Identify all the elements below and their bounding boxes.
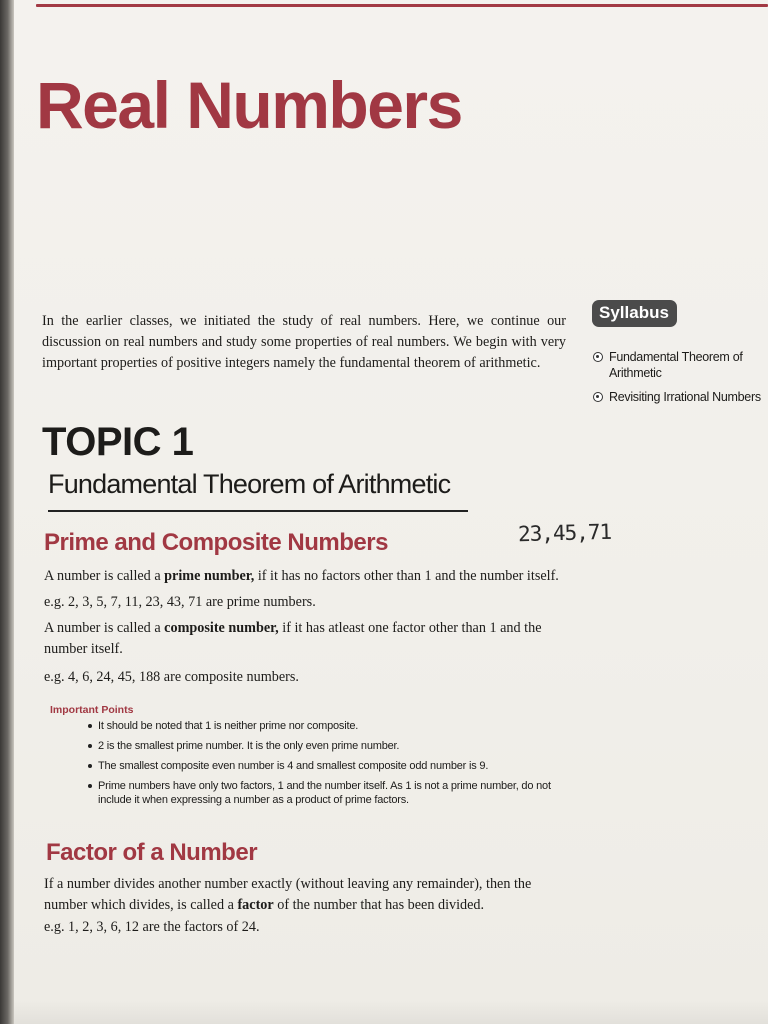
prime-term: prime number, — [164, 568, 255, 584]
topic-underline — [48, 510, 468, 512]
factor-definition — [44, 874, 564, 916]
important-points-heading: Important Points — [50, 704, 134, 716]
chapter-title: Real Numbers — [36, 68, 462, 142]
bullet-circle-icon — [593, 392, 603, 402]
page-bottom-shade — [14, 1000, 768, 1024]
list-item: It should be noted that 1 is neither prime nor composite. — [88, 719, 563, 733]
prime-example: e.g. 2, 3, 5, 7, 11, 23, 43, 71 are prime numbers. — [44, 594, 316, 610]
syllabus-item — [593, 349, 768, 381]
composite-term: composite number, — [164, 620, 279, 636]
syllabus-item-label: Revisiting Irrational Numbers — [609, 390, 761, 404]
prime-definition — [44, 566, 564, 587]
intro-paragraph: In the earlier classes, we initiated the study of real numbers. Here, we continue our discussion on real numbers and study some properties of real numbers. We begin with very important properties of positive integers namely the fundamental theorem of arithmetic. — [42, 313, 566, 371]
prime-def-pre: A number is called a — [44, 568, 165, 584]
composite-def-post: if it has atleast one factor other than 1 and the number itself. — [44, 620, 542, 657]
syllabus-item-label: Fundamental Theorem of Arithmetic — [609, 350, 743, 380]
list-item: Prime numbers have only two factors, 1 and the number itself. As 1 is not a prime number, do not include it when expressing a number as a product of prime factors. — [88, 779, 563, 807]
composite-definition — [44, 618, 564, 660]
syllabus-badge: Syllabus — [592, 300, 677, 327]
factor-def-post: of the number that has been divided. — [273, 897, 485, 913]
section-heading-factor: Factor of a Number — [46, 839, 258, 866]
syllabus-item — [593, 389, 768, 405]
factor-term: factor — [237, 897, 274, 913]
composite-example: e.g. 4, 6, 24, 45, 188 are composite numbers. — [44, 669, 299, 685]
list-item: 2 is the smallest prime number. It is the only even prime number. — [88, 739, 563, 753]
topic-title: Fundamental Theorem of Arithmetic — [48, 469, 451, 499]
book-page — [14, 0, 768, 1024]
bullet-circle-icon — [593, 352, 603, 362]
section-heading-prime-composite: Prime and Composite Numbers — [44, 529, 388, 556]
topic-number: TOPIC 1 — [42, 420, 194, 464]
composite-def-pre: A number is called a — [44, 620, 165, 636]
top-rule — [36, 4, 768, 7]
factor-def-pre: If a number divides another number exactly (without leaving any remainder), then the number which divides, is called a — [44, 876, 532, 913]
syllabus-list — [593, 349, 768, 413]
important-points-list — [88, 719, 563, 813]
book-spine-shadow — [0, 0, 14, 1024]
list-item: The smallest composite even number is 4 and smallest composite odd number is 9. — [88, 759, 563, 773]
prime-def-post: if it has no factors other than 1 and the number itself. — [254, 568, 559, 584]
handwritten-note: 23,45,71 — [517, 519, 612, 547]
factor-example: e.g. 1, 2, 3, 6, 12 are the factors of 24. — [44, 919, 260, 935]
